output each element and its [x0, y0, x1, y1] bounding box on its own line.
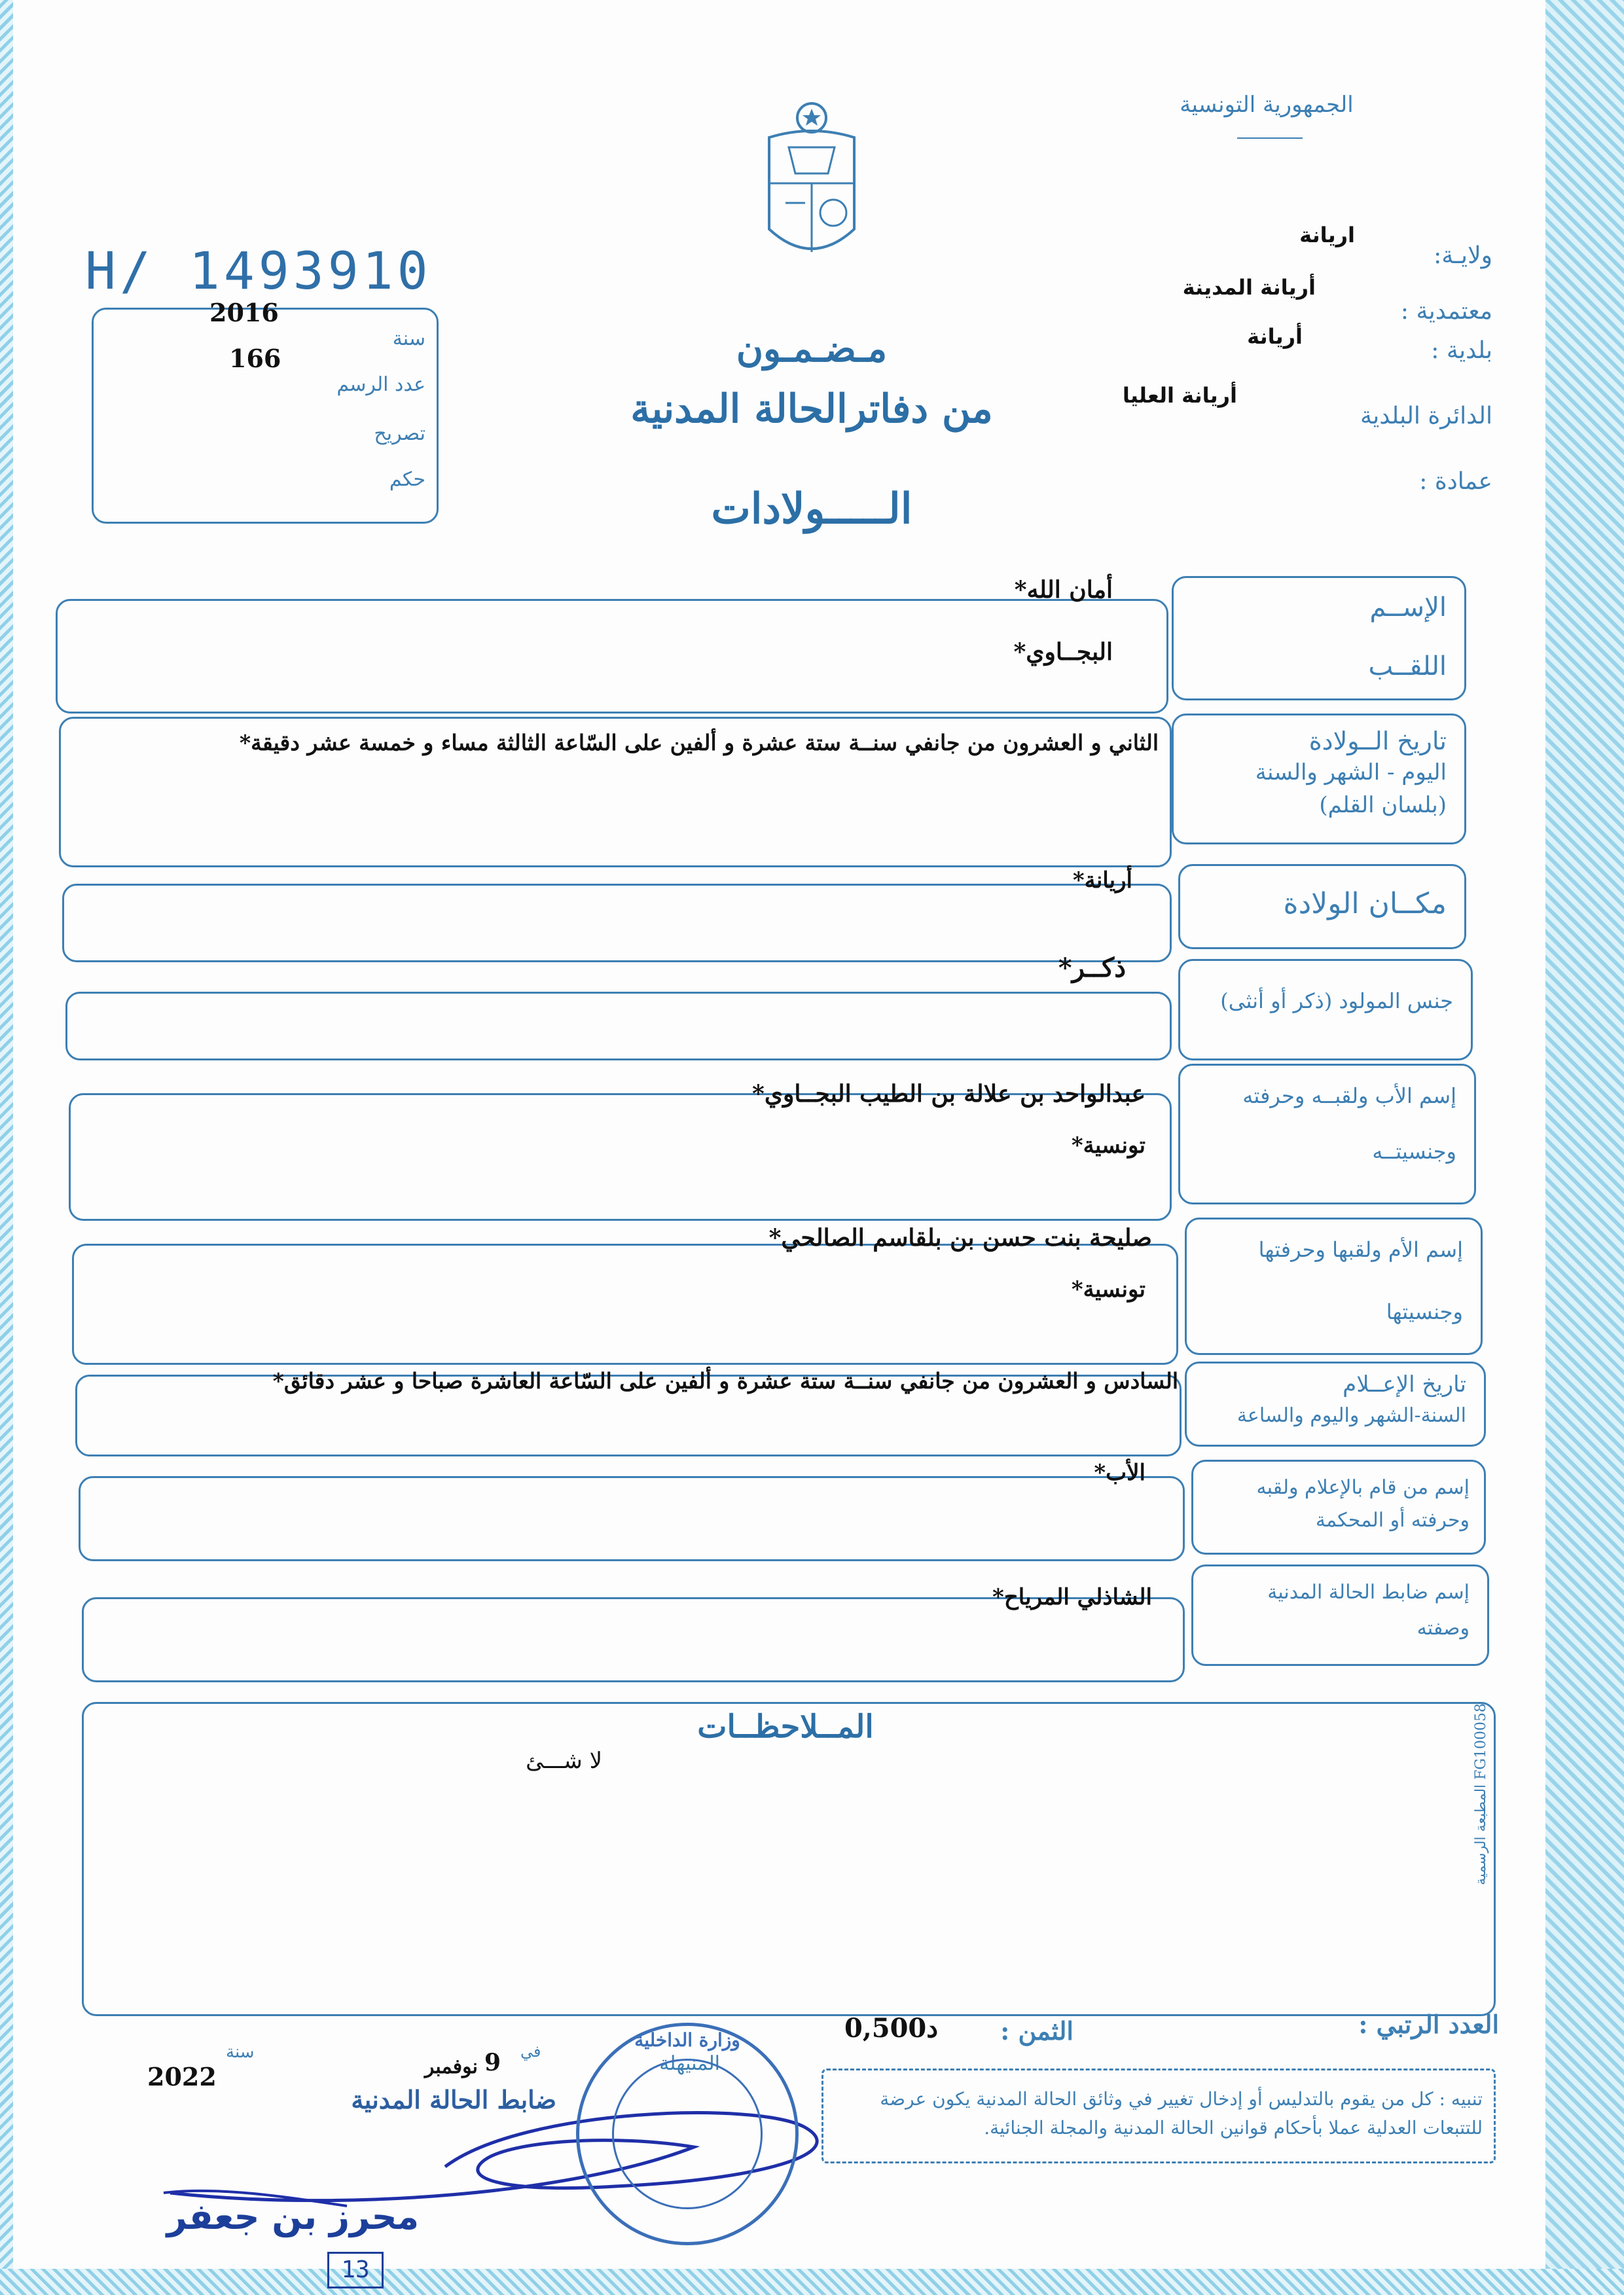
order-number-label: العدد الرتبي :	[1358, 2010, 1499, 2039]
value-box-sex	[65, 992, 1172, 1060]
value-father-nationality: تونسية*	[1071, 1132, 1146, 1159]
value-given-name: أمان الله*	[1014, 576, 1113, 604]
label-box-officer	[1191, 1564, 1489, 1666]
serial-number: H/ 1493910	[85, 242, 432, 301]
registry-year-label: سنة	[392, 327, 425, 350]
value-mother: صليحة بنت حسن بن بلقاسم الصالحي*	[768, 1224, 1152, 1252]
year-value: 2022	[147, 2062, 217, 2091]
label-birthdate-detail: اليوم - الشهر والسنة	[1255, 759, 1447, 786]
wilaya-value: اريانة	[1299, 223, 1355, 247]
in-label: في	[520, 2042, 541, 2061]
label-sex: جنس المولود (ذكر أو أنثى)	[1220, 988, 1453, 1013]
label-birthplace: مكــان الولادة	[1283, 887, 1447, 920]
price-label: الثمن :	[1000, 2016, 1074, 2046]
printer-mark: المطبعة الرسمية FG100058	[1473, 1703, 1489, 1885]
remarks-title: المــلاحظــات	[697, 1708, 874, 1745]
label-surname: اللقــب	[1368, 651, 1447, 681]
value-box-birthplace	[62, 884, 1172, 962]
label-father-nationality: وجنسيتــه	[1372, 1139, 1456, 1164]
place-label: المنيهلة	[659, 2052, 720, 2075]
remarks-value: لا شـــئ	[526, 1748, 602, 1774]
officer-stamp-name: محرز بن جعفر	[166, 2196, 419, 2237]
day-value: 9	[484, 2049, 501, 2076]
label-birthdate-words: (بلسان القلم)	[1319, 792, 1447, 818]
stamp-number-box: 13	[327, 2252, 384, 2288]
officer-signature-label: ضابط الحالة المدنية	[351, 2085, 556, 2114]
value-surname: البجــاوي*	[1013, 638, 1113, 666]
label-declarant: إسم من قام بالإعلام ولقبه	[1256, 1476, 1470, 1499]
official-stamp-inner	[612, 2059, 763, 2209]
value-declaration-date: السادس و العشرون من جانفي سنــة ستة عشرة و ألفين على السّاعة العاشرة صباحا و عشر دقائق*	[272, 1368, 1178, 1394]
label-mother-nationality: وجنسيتها	[1386, 1299, 1463, 1324]
security-border-right	[1545, 0, 1624, 2295]
value-box-mother	[72, 1244, 1178, 1365]
label-father: إسم الأب ولقبــه وحرفته	[1242, 1083, 1456, 1108]
label-mother: إسم الأم ولقبها وحرفتها	[1258, 1237, 1463, 1262]
daira-value: أريانة العليا	[1122, 383, 1237, 408]
motamadia-label: معتمدية :	[1400, 298, 1492, 325]
baladia-label: بلدية :	[1431, 337, 1492, 364]
registry-number-label: عدد الرسم	[336, 373, 425, 396]
month-value: نوفمبر	[424, 2055, 478, 2078]
value-sex: ذكــر*	[1058, 952, 1126, 983]
year-label: سنة	[226, 2042, 255, 2062]
value-birthplace: أريانة*	[1072, 867, 1132, 894]
official-stamp-text: وزارة الداخلية	[634, 2029, 740, 2051]
remarks-box	[82, 1702, 1496, 2016]
title-civil-registry: من دفاترالحالة المدنية	[630, 386, 993, 432]
title-content: مـضـمـون	[736, 327, 888, 370]
registry-year-value: 2016	[209, 298, 279, 327]
registry-judgment-label: حكم	[389, 468, 425, 491]
notice-text: تنبيه : كل من يقوم بالتدليس أو إدخال تغيير في وثائق الحالة المدنية يكون عرضة للتتبعات العدلية عملا بأحكام قوانين الحالة المدنية والمجلة الجنائية.	[880, 2088, 1483, 2139]
value-declarant: الأب*	[1094, 1460, 1146, 1486]
motamadia-value: أريانة المدينة	[1182, 275, 1316, 300]
wilaya-label: ولايـة:	[1434, 242, 1492, 269]
security-border-left	[0, 0, 13, 2295]
republic-underline	[1237, 137, 1303, 139]
omada-label: عمادة :	[1419, 468, 1492, 495]
registry-number-value: 166	[229, 344, 281, 373]
title-births: الـــــولادات	[711, 484, 912, 533]
label-declaration-date-detail: السنة-الشهر واليوم والساعة	[1236, 1404, 1466, 1427]
price-value: 0,500د	[844, 2013, 939, 2044]
label-declaration-date: تاريخ الإعــلام	[1343, 1371, 1466, 1398]
label-officer-title: وصفته	[1416, 1617, 1470, 1640]
daira-label: الدائرة البلدية	[1360, 403, 1492, 429]
value-birthdate: الثاني و العشرون من جانفي سنــة ستة عشرة و ألفين على السّاعة الثالثة مساء و خمسة عشر دقيقة*	[239, 730, 1159, 755]
coat-of-arms-icon	[756, 98, 867, 275]
security-border-bottom	[0, 2269, 1624, 2295]
label-box-declarant	[1191, 1460, 1486, 1555]
label-given-name: الإســم	[1369, 592, 1447, 623]
registry-declaration-label: تصريح	[374, 422, 425, 445]
value-mother-nationality: تونسية*	[1071, 1276, 1146, 1303]
value-box-declarant	[79, 1476, 1185, 1561]
value-father: عبدالواحد بن علالة بن الطيب البجــاوي*	[752, 1080, 1146, 1108]
baladia-value: أريانة	[1247, 324, 1303, 349]
label-declarant-detail: وحرفته أو المحكمة	[1315, 1509, 1470, 1532]
value-officer: الشاذلي المرياح*	[992, 1584, 1152, 1610]
republic-title: الجمهورية التونسية	[1180, 92, 1354, 118]
label-officer: إسم ضابط الحالة المدنية	[1267, 1581, 1470, 1604]
label-birthdate: تاريخ الــولادة	[1308, 727, 1447, 755]
